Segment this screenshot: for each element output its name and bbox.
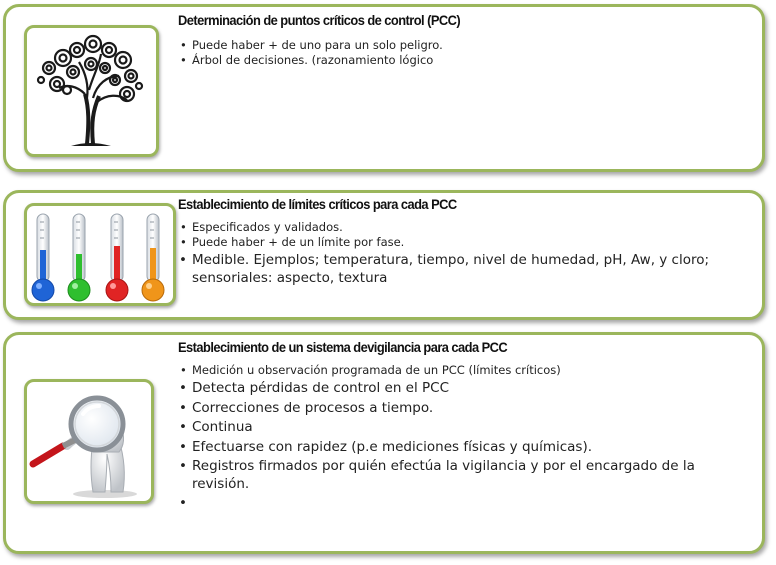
list-item: • Puede haber + de uno para un solo peligro.: [178, 38, 754, 53]
list-item: • Detecta pérdidas de control en el PCC: [178, 380, 754, 398]
list-item: • Medible. Ejemplos; temperatura, tiempo, nivel de humedad, pH, Aw, y cloro; sensoriales: aspecto, textura: [178, 252, 754, 287]
list-item: • Puede haber + de un límite por fase.: [178, 235, 754, 250]
list-item: • Efectuarse con rapidez (p.e mediciones físicas y químicas).: [178, 439, 754, 457]
thermometers-icon: [27, 206, 173, 303]
section-monitoring-system: [3, 332, 765, 554]
tree-icon: [27, 28, 156, 154]
thermometers-image: [24, 203, 176, 306]
section-critical-limits: [3, 190, 765, 320]
list-item: • Continua: [178, 419, 754, 437]
list-item: • Medición u observación programada de un PCC (límites críticos): [178, 363, 754, 378]
section-title: Determinación de puntos críticos de control (PCC): [178, 12, 461, 28]
section-title: Establecimiento de un sistema devigilancia para cada PCC: [178, 339, 508, 355]
section-title: Establecimiento de límites críticos para cada PCC: [178, 196, 457, 212]
bullet-list: [178, 38, 754, 68]
magnifier-figure-icon: [27, 382, 151, 501]
list-item: • Registros firmados por quién efectúa la vigilancia y por el encargado de la revisión.: [178, 458, 754, 493]
list-item: • Especificados y validados.: [178, 220, 754, 235]
list-item: • Correcciones de procesos a tiempo.: [178, 400, 754, 418]
tree-image: [24, 25, 159, 157]
section-pcc-determination: [3, 4, 765, 172]
list-item: • Árbol de decisiones. (razonamiento lógico: [178, 53, 754, 68]
bullet-list: [178, 363, 754, 495]
magnifier-figure-image: [24, 379, 154, 504]
bullet-list: [178, 220, 754, 287]
